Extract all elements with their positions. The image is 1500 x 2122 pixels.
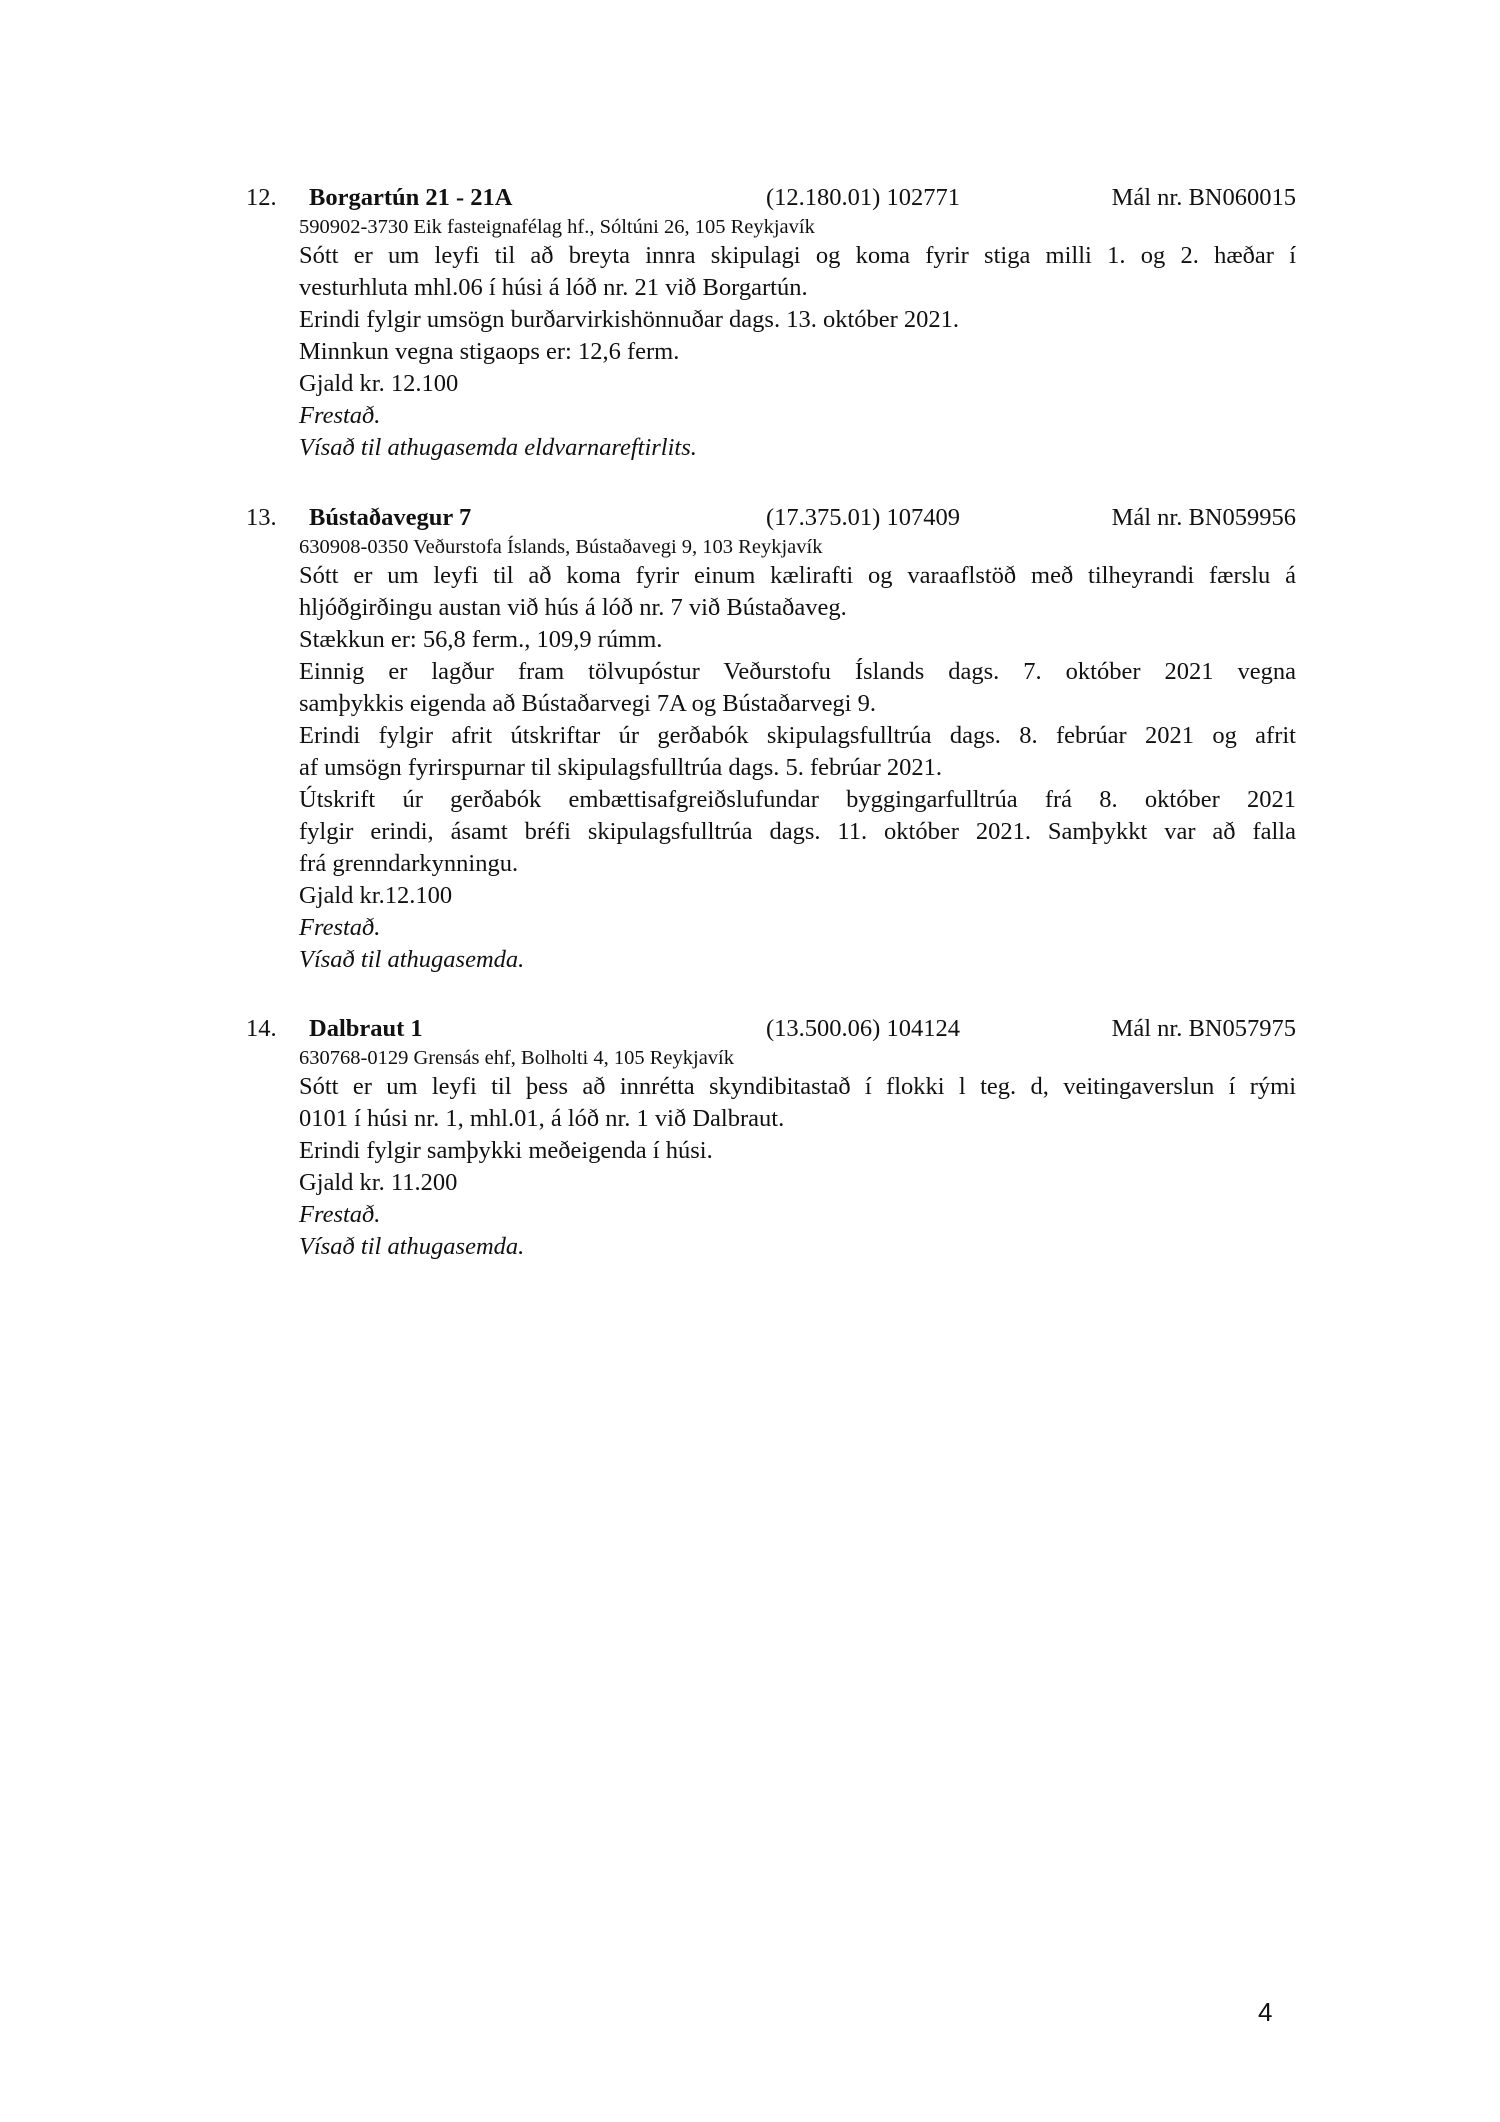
body-line: Sótt er um leyfi til að koma fyrir einum kælirafti og varaaflstöð með tilheyrandi færslu á (299, 562, 1296, 589)
item-status: Frestað. (299, 402, 381, 429)
body-line: frá grenndarkynningu. (299, 850, 519, 877)
item-land-reference: (13.500.06) 104124 (766, 1015, 960, 1042)
page-number: 4 (1258, 1997, 1273, 2027)
body-line: Sótt er um leyfi til þess að innrétta skyndibitastað í flokki l teg. d, veitingaverslun í rými (299, 1073, 1296, 1100)
body-line: Sótt er um leyfi til að breyta innra skipulagi og koma fyrir stiga milli 1. og 2. hæðar í (299, 242, 1296, 269)
body-line: Gjald kr. 11.200 (299, 1169, 458, 1196)
item-title: Dalbraut 1 (309, 1015, 423, 1042)
body-line: Stækkun er: 56,8 ferm., 109,9 rúmm. (299, 626, 663, 653)
item-header (246, 181, 1296, 214)
item-applicant: 590902-3730 Eik fasteignafélag hf., Sóltúni 26, 105 Reykjavík (299, 216, 815, 238)
body-line: vesturhluta mhl.06 í húsi á lóð nr. 21 við Borgartún. (299, 274, 808, 301)
item-note: Vísað til athugasemda. (299, 946, 525, 973)
agenda-item-14 (246, 1012, 1296, 1263)
item-header (246, 501, 1296, 534)
item-number: 13. (246, 504, 277, 531)
item-applicant: 630908-0350 Veðurstofa Íslands, Bústaðavegi 9, 103 Reykjavík (299, 536, 823, 558)
agenda-item-12 (246, 181, 1296, 464)
item-number: 12. (246, 184, 277, 211)
item-note: Vísað til athugasemda eldvarnareftirlits. (299, 434, 697, 461)
item-land-reference: (12.180.01) 102771 (766, 184, 960, 211)
body-line: 0101 í húsi nr. 1, mhl.01, á lóð nr. 1 við Dalbraut. (299, 1105, 785, 1132)
item-note: Vísað til athugasemda. (299, 1233, 525, 1260)
item-title: Bústaðavegur 7 (309, 504, 472, 531)
item-case-number: Mál nr. BN060015 (1111, 184, 1296, 211)
body-line: Erindi fylgir umsögn burðarvirkishönnuðar dags. 13. október 2021. (299, 306, 960, 333)
item-status: Frestað. (299, 1201, 381, 1228)
body-line: Gjald kr.12.100 (299, 882, 453, 909)
item-body (299, 560, 1296, 976)
item-status: Frestað. (299, 914, 381, 941)
item-header (246, 1012, 1296, 1045)
item-title: Borgartún 21 - 21A (309, 184, 513, 211)
body-line: Útskrift úr gerðabók embættisafgreiðslufundar byggingarfulltrúa frá 8. október 2021 (299, 786, 1296, 813)
body-line: samþykkis eigenda að Bústaðarvegi 7A og Bústaðarvegi 9. (299, 690, 876, 717)
item-land-reference: (17.375.01) 107409 (766, 504, 960, 531)
agenda-item-13 (246, 501, 1296, 976)
body-line: fylgir erindi, ásamt bréfi skipulagsfulltrúa dags. 11. október 2021. Samþykkt var að falla (299, 818, 1296, 845)
body-line: Minnkun vegna stigaops er: 12,6 ferm. (299, 338, 680, 365)
body-line: Einnig er lagður fram tölvupóstur Veðurstofu Íslands dags. 7. október 2021 vegna (299, 658, 1296, 685)
body-line: af umsögn fyrirspurnar til skipulagsfulltrúa dags. 5. febrúar 2021. (299, 754, 942, 781)
body-line: Gjald kr. 12.100 (299, 370, 459, 397)
body-line: Erindi fylgir afrit útskriftar úr gerðabók skipulagsfulltrúa dags. 8. febrúar 2021 og afrit (299, 722, 1296, 749)
body-line: Erindi fylgir samþykki meðeigenda í húsi. (299, 1137, 713, 1164)
item-body (299, 240, 1296, 464)
item-body (299, 1071, 1296, 1263)
item-applicant: 630768-0129 Grensás ehf, Bolholti 4, 105 Reykjavík (299, 1047, 735, 1069)
item-case-number: Mál nr. BN057975 (1111, 1015, 1296, 1042)
item-case-number: Mál nr. BN059956 (1111, 504, 1296, 531)
body-line: hljóðgirðingu austan við hús á lóð nr. 7 við Bústaðaveg. (299, 594, 847, 621)
item-number: 14. (246, 1015, 277, 1042)
